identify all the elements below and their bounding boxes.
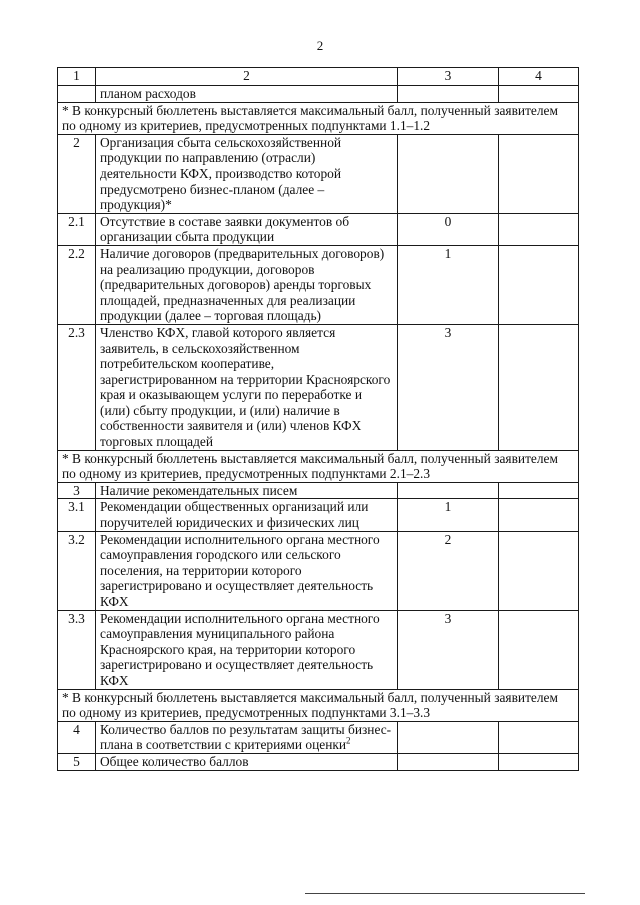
table-row <box>58 482 579 499</box>
table-body <box>58 86 579 771</box>
footnote-text: * В конкурсный бюллетень выставляется максимальный балл, полученный заявителем по одному из критериев, предусмотренных подпунктами 2.1–2.3 <box>58 450 579 482</box>
criterion-score: 3 <box>398 610 499 689</box>
column-header: 3 <box>398 68 499 86</box>
criterion-number: 5 <box>58 753 96 770</box>
criterion-score: 0 <box>398 213 499 245</box>
bottom-divider <box>305 893 585 894</box>
criterion-number: 3.3 <box>58 610 96 689</box>
table-row <box>58 499 579 531</box>
criterion-score: 2 <box>398 531 499 610</box>
criterion-score <box>398 134 499 213</box>
criterion-score <box>398 721 499 753</box>
criterion-text: Рекомендации исполнительного органа местного самоуправления городского или сельского поселения, на территории которого зарегистрировано и осуществляет деятельность КФХ <box>96 531 398 610</box>
criterion-number: 2.3 <box>58 324 96 450</box>
table-row <box>58 753 579 770</box>
criterion-text: Наличие договоров (предварительных договоров) на реализацию продукции, договоров (предварительных договоров) аренды торговых площадей, предназначенных для реализации продукции (далее – торговая площадь) <box>96 245 398 324</box>
criterion-number: 4 <box>58 721 96 753</box>
criterion-score <box>398 86 499 103</box>
criterion-number: 3.1 <box>58 499 96 531</box>
criterion-text: Общее количество баллов <box>96 753 398 770</box>
criterion-extra <box>499 482 579 499</box>
criterion-score: 1 <box>398 245 499 324</box>
criterion-extra <box>499 610 579 689</box>
criterion-number: 2 <box>58 134 96 213</box>
criterion-extra <box>499 531 579 610</box>
criterion-text: Организация сбыта сельскохозяйственной продукции по направлению (отрасли) деятельности КФХ, производство которой предусмотрено бизнес-планом (далее – продукция)* <box>96 134 398 213</box>
criteria-table-container <box>57 67 578 771</box>
table-row <box>58 86 579 103</box>
criterion-number: 2.1 <box>58 213 96 245</box>
criterion-number <box>58 86 96 103</box>
table-row <box>58 134 579 213</box>
criterion-number: 3.2 <box>58 531 96 610</box>
criterion-extra <box>499 324 579 450</box>
footnote-row <box>58 450 579 482</box>
criterion-extra <box>499 753 579 770</box>
criterion-text-main: Количество баллов по результатам защиты бизнес-плана в соответствии с критериями оценки <box>100 721 392 753</box>
criterion-score: 1 <box>398 499 499 531</box>
column-header: 4 <box>499 68 579 86</box>
criterion-extra <box>499 499 579 531</box>
criterion-text: Отсутствие в составе заявки документов об организации сбыта продукции <box>96 213 398 245</box>
table-row <box>58 213 579 245</box>
footnote-marker: 2 <box>346 735 351 746</box>
criterion-extra <box>499 245 579 324</box>
criterion-number: 2.2 <box>58 245 96 324</box>
footnote-text: * В конкурсный бюллетень выставляется максимальный балл, полученный заявителем по одному из критериев, предусмотренных подпунктами 1.1–1.2 <box>58 102 579 134</box>
page-number: 2 <box>316 38 324 53</box>
footnote-row <box>58 689 579 721</box>
footnote-row <box>58 102 579 134</box>
column-header: 2 <box>96 68 398 86</box>
criterion-text <box>96 721 398 753</box>
criterion-extra <box>499 213 579 245</box>
criterion-text: Членство КФХ, главой которого является заявитель, в сельскохозяйственном потребительском кооперативе, зарегистрированном на территории Красноярского края и оказывающем услуги по переработке и (или) сбыту продукции, и (или) наличие в собственности заявителя и (или) членов КФХ торговых площадей <box>96 324 398 450</box>
criterion-extra <box>499 721 579 753</box>
table-row <box>58 245 579 324</box>
criterion-text: Наличие рекомендательных писем <box>96 482 398 499</box>
table-row <box>58 531 579 610</box>
table-row <box>58 721 579 753</box>
table-row <box>58 324 579 450</box>
criterion-score: 3 <box>398 324 499 450</box>
criterion-score <box>398 753 499 770</box>
criterion-score <box>398 482 499 499</box>
criteria-table <box>57 67 579 771</box>
footnote-text: * В конкурсный бюллетень выставляется максимальный балл, полученный заявителем по одному из критериев, предусмотренных подпунктами 3.1–3.3 <box>58 689 579 721</box>
criterion-number: 3 <box>58 482 96 499</box>
criterion-extra <box>499 86 579 103</box>
criterion-text: Рекомендации общественных организаций или поручителей юридических и физических лиц <box>96 499 398 531</box>
table-row <box>58 610 579 689</box>
criterion-text: планом расходов <box>96 86 398 103</box>
column-header: 1 <box>58 68 96 86</box>
table-header-row <box>58 68 579 86</box>
criterion-text: Рекомендации исполнительного органа местного самоуправления муниципального района Красноярского края, на территории которого зарегистрировано и осуществляет деятельность КФХ <box>96 610 398 689</box>
criterion-extra <box>499 134 579 213</box>
